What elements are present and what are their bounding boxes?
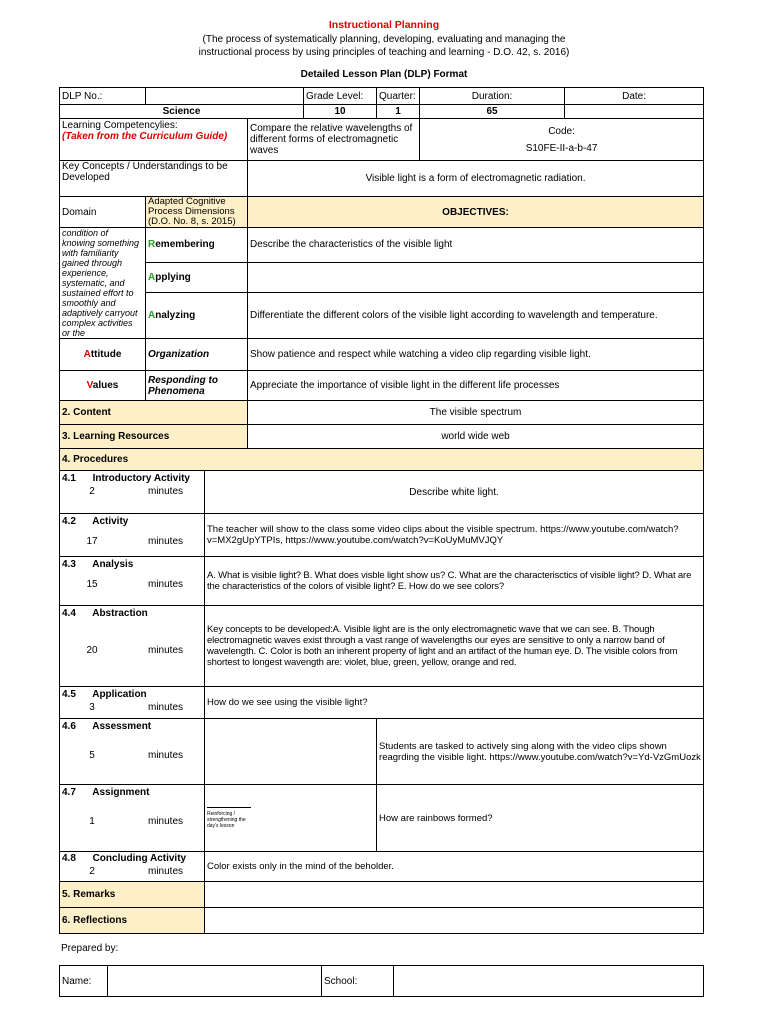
procedure-name: Assessment	[92, 721, 152, 732]
procedure-label-cell	[60, 852, 205, 882]
reinforcing-note: Reinforcing / strengthening the day's lesson	[207, 811, 246, 829]
minutes-word: minutes	[148, 866, 184, 877]
objective-analyzing: Differentiate the different colors of the visible light according to wavelength and temperature.	[248, 292, 704, 338]
procedure-label-cell	[60, 471, 205, 514]
page-title: Instructional Planning	[328, 19, 440, 31]
procedure-text: Key concepts to be developed:A. Visible light are is the only electromagnetic wave that we can see. B. Though electromagnetic waves exist through a vast range of wavelengths our eyes are sensitive to only a narrow band of wavelength. C. Color is both an inherent property of light and an artifact of the human eye. D. The visible colors from shortest to longest wavength are: violet, blue, green, yellow, orange and red.	[205, 606, 704, 687]
reflections-field[interactable]	[205, 908, 704, 934]
minutes-word: minutes	[148, 536, 184, 547]
content-label: 2. Content	[60, 401, 248, 425]
dlp-values-row	[60, 105, 704, 119]
procedure-duration	[62, 866, 202, 877]
procedure-duration	[62, 702, 202, 713]
values-objective: Appreciate the importance of visible light in the different life processes	[248, 371, 704, 401]
curriculum-guide-note	[62, 131, 245, 142]
procedure-row	[60, 852, 704, 882]
procedure-minutes: 2	[89, 866, 95, 877]
duration-value: 65	[420, 105, 565, 119]
subtitle-line-1: (The process of systematically planning, developing, evaluating and managing the	[202, 34, 566, 45]
cognitive-row-remembering	[60, 228, 704, 263]
procedure-label-cell	[60, 785, 205, 852]
procedure-minutes: 20	[86, 645, 98, 656]
procedure-minutes: 3	[89, 702, 95, 713]
attitude-level: Organization	[146, 339, 248, 371]
domain-label: Domain	[60, 197, 146, 228]
attitude-initial: A	[83, 349, 91, 360]
procedure-title	[62, 689, 202, 700]
procedure-label-cell	[60, 719, 205, 785]
resources-row	[60, 425, 704, 449]
remarks-row	[60, 882, 704, 908]
procedure-row	[60, 719, 704, 785]
procedure-title	[62, 853, 202, 864]
procedure-duration	[62, 536, 202, 547]
date-label: Date:	[565, 88, 704, 105]
procedure-row	[60, 785, 704, 852]
procedure-duration	[62, 816, 202, 827]
assignment-note-cell	[205, 785, 377, 852]
procedure-label-cell	[60, 557, 205, 606]
procedure-minutes: 5	[89, 750, 95, 761]
procedures-header-row	[60, 449, 704, 471]
assessment-blank-cell	[205, 719, 377, 785]
procedure-text: A. What is visible light? B. What does visble light show us? C. What are the characterisctics of visible light? D. What are the characteristics of the colors of visible light? E. How do we see colors?	[205, 557, 704, 606]
applying-initial: A	[148, 271, 156, 283]
duration-label: Duration:	[420, 88, 565, 105]
procedure-text: How do we see using the visible light?	[205, 687, 704, 719]
values-initial: V	[86, 380, 93, 391]
content-text: The visible spectrum	[248, 401, 704, 425]
values-row	[60, 371, 704, 401]
analyzing-initial: A	[148, 309, 156, 321]
taken-from-text: (Taken from the	[62, 131, 140, 142]
attitude-row	[60, 339, 704, 371]
minutes-word: minutes	[148, 816, 184, 827]
date-value[interactable]	[565, 105, 704, 119]
attitude-objective: Show patience and respect while watching a video clip regarding visible light.	[248, 339, 704, 371]
procedure-number: 4.1	[62, 473, 76, 484]
format-title: Detailed Lesson Plan (DLP) Format	[300, 69, 468, 80]
procedure-text: How are rainbows formed?	[377, 785, 704, 852]
procedure-title	[62, 473, 202, 484]
procedure-duration	[62, 750, 202, 761]
procedure-name: Abstraction	[92, 608, 148, 619]
cognitive-row-applying	[60, 262, 704, 292]
cognitive-row-analyzing	[60, 292, 704, 338]
remembering-initial: R	[148, 239, 156, 251]
procedure-name: Application	[92, 689, 147, 700]
procedure-number: 4.7	[62, 787, 76, 798]
attitude-label	[60, 339, 146, 371]
procedure-row	[60, 687, 704, 719]
competency-label-cell	[60, 119, 248, 161]
procedure-minutes: 2	[89, 486, 95, 497]
content-row	[60, 401, 704, 425]
procedure-title	[62, 516, 202, 527]
procedures-label: 4. Procedures	[60, 449, 704, 471]
values-rest: alues	[92, 380, 119, 391]
procedure-name: Assignment	[92, 787, 150, 798]
resources-text: world wide web	[248, 425, 704, 449]
procedure-duration	[62, 579, 202, 590]
prepared-by-label: Prepared by:	[61, 943, 119, 954]
procedure-row	[60, 606, 704, 687]
school-field[interactable]	[394, 966, 704, 997]
procedure-duration	[62, 645, 202, 656]
key-concepts-text: Visible light is a form of electromagnetic radiation.	[248, 161, 704, 197]
procedure-number: 4.8	[62, 853, 76, 864]
procedure-title	[62, 787, 202, 798]
curriculum-guide-text: Curriculum Guide	[139, 131, 224, 142]
process-dimensions-label: Adapted Cognitive Process Dimensions (D.O. No. 8, s. 2015)	[146, 197, 248, 228]
competency-text: Compare the relative wavelengths of different forms of electromagnetic waves	[248, 119, 420, 161]
taken-suffix: )	[223, 131, 228, 142]
procedure-title	[62, 559, 202, 570]
procedure-text: Students are tasked to actively sing along with the video clips shown reagrding the visible light. https://www.youtube.com/watch?v=Yd-VzGmUozk	[377, 719, 704, 785]
procedure-label-cell	[60, 687, 205, 719]
procedure-name: Introductory Activity	[92, 473, 190, 484]
objective-remembering: Describe the characteristics of the visible light	[248, 228, 704, 263]
grade-level-label: Grade Level:	[304, 88, 377, 105]
procedure-name: Concluding Activity	[92, 853, 187, 864]
remarks-field[interactable]	[205, 882, 704, 908]
name-field[interactable]	[108, 966, 322, 997]
procedure-minutes: 15	[86, 579, 98, 590]
subject-value: Science	[60, 105, 304, 119]
procedure-number: 4.4	[62, 608, 76, 619]
procedure-minutes: 1	[89, 816, 95, 827]
procedure-duration	[62, 486, 202, 497]
procedure-name: Analysis	[92, 559, 134, 570]
competency-row	[60, 119, 704, 161]
name-label: Name:	[60, 966, 108, 997]
page-subtitle	[0, 33, 768, 59]
process-applying	[146, 262, 248, 292]
quarter-label: Quarter:	[377, 88, 420, 105]
minutes-word: minutes	[148, 486, 184, 497]
procedure-title	[62, 608, 202, 619]
code-label: Code:	[548, 125, 575, 137]
domain-header-row	[60, 197, 704, 228]
minutes-word: minutes	[148, 645, 184, 656]
procedure-title	[62, 721, 202, 732]
procedure-label-cell	[60, 606, 205, 687]
values-label	[60, 371, 146, 401]
process-remembering	[146, 228, 248, 263]
procedure-row	[60, 514, 704, 557]
procedure-text: Describe white light.	[205, 471, 704, 514]
minutes-word: minutes	[148, 579, 184, 590]
procedure-text: Color exists only in the mind of the beholder.	[205, 852, 704, 882]
procedure-row	[60, 557, 704, 606]
remembering-rest: emembering	[155, 239, 215, 251]
minutes-word: minutes	[148, 750, 184, 761]
dlp-no-value[interactable]	[146, 88, 304, 105]
reflections-label: 6. Reflections	[60, 908, 205, 934]
subtitle-line-2: instructional process by using principles of teaching and learning - D.O. 42, s. 2016)	[198, 47, 570, 58]
dlp-header-row	[60, 88, 704, 105]
code-value: S10FE-II-a-b-47	[525, 142, 598, 154]
objective-applying	[248, 262, 704, 292]
procedure-number: 4.6	[62, 721, 76, 732]
code-cell	[420, 119, 704, 161]
attitude-rest: ttitude	[90, 349, 122, 360]
procedure-minutes: 17	[86, 536, 98, 547]
process-analyzing	[146, 292, 248, 338]
competency-label: Learning Competencylies:	[62, 120, 178, 131]
procedure-text: The teacher will show to the class some video clips about the visible spectrum. https://www.youtube.com/watch?v=MX2gUpYTPIs, https://www.youtube.com/watch?v=KoUyMuMVJQY	[205, 514, 704, 557]
procedure-label-cell	[60, 514, 205, 557]
procedure-number: 4.2	[62, 516, 76, 527]
signature-table	[59, 965, 704, 997]
key-concepts-row	[60, 161, 704, 197]
resources-label: 3. Learning Resources	[60, 425, 248, 449]
lesson-plan-table	[59, 87, 704, 934]
objectives-label: OBJECTIVES:	[248, 197, 704, 228]
grade-level-value: 10	[304, 105, 377, 119]
cognitive-domain-cell: condition of knowing something with familiarity gained through experience, systematic, and sustained effort to smoothly and adaptively carryout complex activities or the	[60, 228, 146, 339]
procedure-name: Activity	[92, 516, 129, 527]
procedure-number: 4.5	[62, 689, 76, 700]
procedure-number: 4.3	[62, 559, 76, 570]
remarks-label: 5. Remarks	[60, 882, 205, 908]
key-concepts-label: Key Concepts / Understandings to be Developed	[60, 161, 248, 197]
values-level: Responding to Phenomena	[146, 371, 248, 401]
procedure-row	[60, 471, 704, 514]
reflections-row	[60, 908, 704, 934]
minutes-word: minutes	[148, 702, 184, 713]
dlp-no-label: DLP No.:	[60, 88, 146, 105]
note-divider	[207, 807, 251, 808]
analyzing-rest: nalyzing	[155, 309, 196, 321]
school-label: School:	[322, 966, 394, 997]
applying-rest: pplying	[155, 271, 191, 283]
quarter-value: 1	[377, 105, 420, 119]
